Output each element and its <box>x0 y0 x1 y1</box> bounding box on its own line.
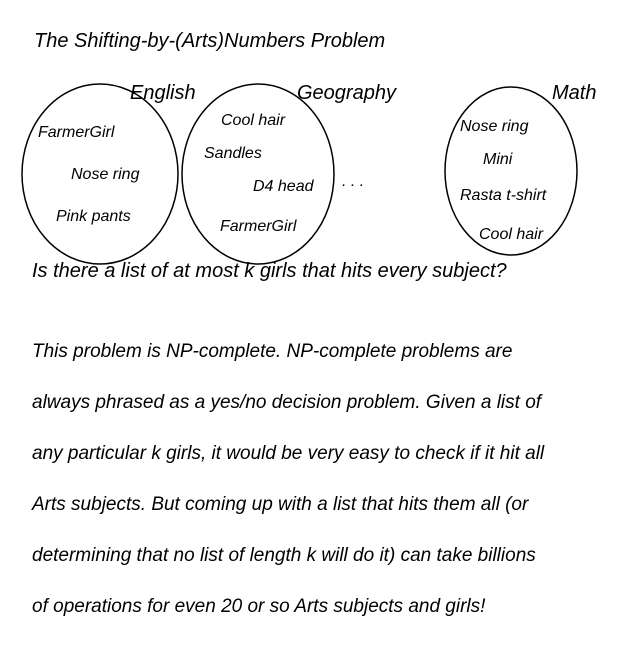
set-item: Nose ring <box>460 118 529 135</box>
set-item: Cool hair <box>479 226 544 243</box>
set-item: Sandles <box>204 145 262 162</box>
paragraph-line: of operations for even 20 or so Arts subjects and girls! <box>32 595 486 617</box>
set-item: Nose ring <box>71 166 140 183</box>
paragraph-line: This problem is NP-complete. NP-complete problems are <box>32 340 513 362</box>
set-item: Rasta t-shirt <box>460 187 547 204</box>
ellipsis: . . . <box>342 173 365 190</box>
paragraph-line: any particular k girls, it would be very easy to check if it hit all <box>32 442 545 464</box>
subject-label-english: English <box>130 82 196 104</box>
slide-title: The Shifting-by-(Arts)Numbers Problem <box>34 30 386 52</box>
explanation-paragraph <box>32 313 632 645</box>
paragraph-line: determining that no list of length k will do it) can take billions <box>32 544 536 566</box>
subject-label-geography: Geography <box>297 82 396 104</box>
set-item: Mini <box>483 151 513 168</box>
set-item: FarmerGirl <box>38 124 115 141</box>
subject-label-math: Math <box>552 82 597 104</box>
paragraph-line: Arts subjects. But coming up with a list that hits them all (or <box>32 493 529 515</box>
question-text: Is there a list of at most k girls that hits every subject? <box>32 260 507 282</box>
geography-set-oval <box>182 84 334 264</box>
set-item: D4 head <box>253 178 314 195</box>
set-item: FarmerGirl <box>220 218 297 235</box>
set-item: Pink pants <box>56 208 131 225</box>
set-item: Cool hair <box>221 112 286 129</box>
paragraph-line: always phrased as a yes/no decision problem. Given a list of <box>32 391 542 413</box>
